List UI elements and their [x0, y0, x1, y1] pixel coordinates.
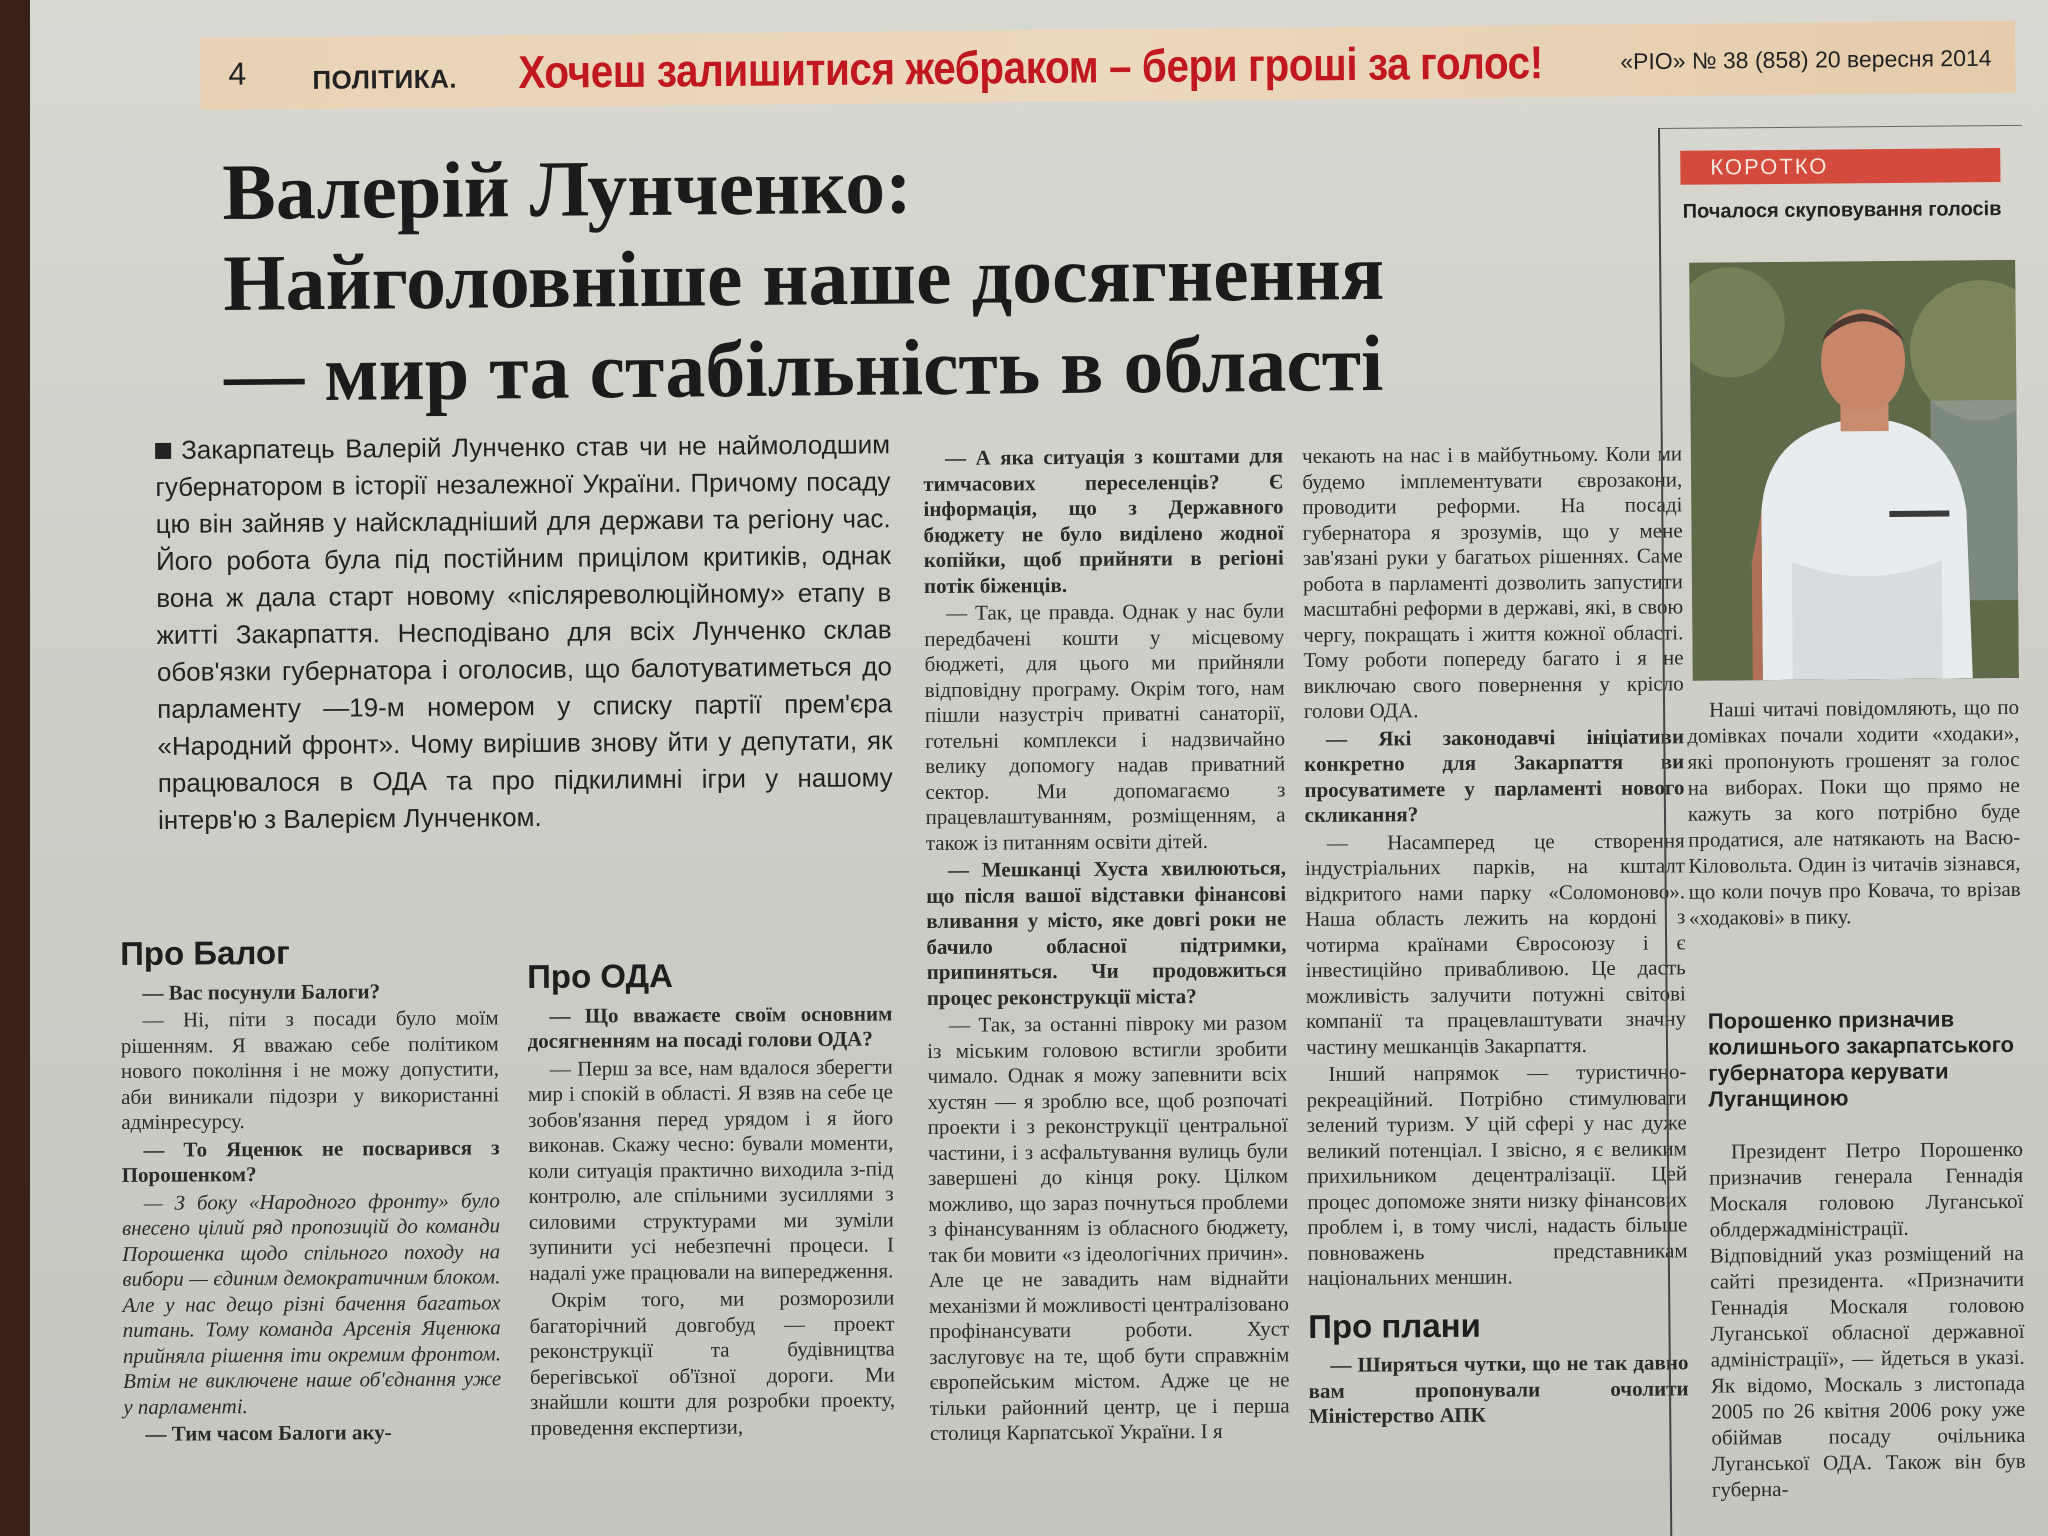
answer: Окрім того, ми розморозили багаторічний довгобуд — проект реконструкції та будівництва берегівської об'їзної дороги. Ми знайшли кошти для розробки проекту, проведення експертизи,	[529, 1285, 896, 1440]
question: — Ширяться чутки, що не так давно вам пропонували очолити Міністерство АПК	[1308, 1350, 1689, 1428]
answer: Інший напрямок — туристично-рекреаційний. Потрібно стимулювати зелений туризм. У цій сфері у нас дуже великий потенціал. І звісно, я є великим прихильником децентралізації. Цей процес допоможе зняти низку фінансових проблем і, в тому числі, надасть більше повноважень представникам національних меншин.	[1306, 1059, 1688, 1290]
headline-line-1: Валерій Лунченко:	[222, 142, 913, 237]
answer: — Перш за все, нам вдалося зберегти мир і спокій в області. Я взяв на себе це зобов'язання перед урядом і я його виконав. Скажу чесно: бували моменти, коли ситуація практично виходила з-під контролю, але спільними зусиллями з силовими структурами ми зуміли зупинити усі небезпечні процеси. І надалі уже працювали на випередження.	[527, 1053, 895, 1285]
question: — А яка ситуація з коштами для тимчасових переселенців? Є інформація, що з Державного бюджету не було виділено жодної копійки, щоб прийняти в регіоні потік біженців.	[923, 443, 1284, 598]
section-label: ПОЛІТИКА.	[312, 63, 458, 95]
answer: — Насамперед це створення індустріальних парків, на кшталт відкритого нами парку «Соломоново». Наша область лежить на кордоні з чотирма країнами Євросоюзу і є інвестиційно привабливою. Це дасть можливість залучити потужні світові компанії та працевлаштувати значну частину мешканців Закарпаття.	[1304, 827, 1687, 1059]
answer: — Так, це правда. Однак у нас були передбачені кошти у місцевому бюджеті, для цього ми прийняли відповідну програму. Окрім того, нам пішли назустріч приватні санаторії, готельні комплекси і надзвичайно велику допомогу надав приватний сектор. Ми допомагаємо з працевлаштуванням, розміщенням, а також із питанням освіти дітей.	[924, 598, 1286, 855]
column-4	[1302, 441, 1689, 1431]
question: — Які законодавчі ініціативи конкретно для Закарпаття ви просуватимете у парламенті нового скликання?	[1304, 723, 1685, 827]
sidebar-label: КОРОТКО	[1680, 148, 2000, 185]
page-header	[200, 21, 2016, 110]
column-3	[923, 443, 1290, 1448]
page-number: 4	[228, 55, 247, 92]
answer: — З боку «Народного фронту» було внесено цілий ряд пропозицій до команди Порошенка щодо спільного походу на вибори — єдиним демократичним блоком. Але у нас дещо різні бачення багатьох питань. Тому команда Арсенія Яценюка прийняла рішення іти окремим фронтом. Втім не виключене наше об'єднання уже у парламенті.	[121, 1187, 502, 1419]
lead-text: Закарпатець Валерій Лунченко став чи не наймолодшим губернатором в історії незалежної України. Причому посаду цю він зайняв у найскладніший для держави та регіону час. Його робота була під постійним прицілом критиків, однак вона ж дала старт новому «післяреволюційному» етапу в житті Закарпаття. Несподівано для всіх Лунченко склав обов'язки губернатора і оголосив, що балотуватиметься до парламенту —19-м номером у списку партії прем'єра «Народний фронт». Чому вирішив знову йти у депутати, як працювалося в ОДА та про підкилимні ігри у нашому інтерв'ю з Валерієм Лунченком.	[155, 429, 893, 835]
photo-illustration	[1689, 260, 2019, 681]
bullet-square-icon	[155, 443, 171, 459]
issue-info: «РІО» № 38 (858) 20 вересня 2014	[1620, 44, 1992, 75]
subhead-plans: Про плани	[1308, 1306, 1481, 1345]
sidebar-text-2	[1709, 1136, 2026, 1503]
headline-line-2: Найголовніше наше досягнення	[222, 228, 1385, 328]
article-headline	[222, 134, 1645, 421]
sidebar-briefly	[1658, 125, 2034, 1536]
sidebar-paragraph: Наші читачі повідомляють, що по домівках почали ходити «ходаки», які пропонують грошенят за голос на виборах. Поки що прямо не кажуть за кого потрібно буде продатися, але натякають на Васю-Кіловольта. Один із читачів зізнався, що коли почув про Ковача, то врізав «ходакові» в пику.	[1687, 694, 2021, 930]
question: — Мешканці Хуста хвилюються, що після вашої відставки фінансові вливання у місто, яке довгі роки не бачило обласної підтримки, припиняться. Чи продовжиться процес реконструкції міста?	[926, 855, 1287, 1010]
subhead-oda: Про ОДА	[527, 956, 674, 995]
column-2	[527, 955, 895, 1443]
headline-line-3: — мир та стабільність в області	[223, 319, 1384, 419]
newspaper-page	[30, 0, 2048, 1536]
subhead-balog: Про Балог	[120, 933, 290, 972]
article-lead	[155, 426, 893, 839]
question: — Тим часом Балоги аку-	[145, 1420, 392, 1446]
answer: — Ні, піти з посади було моїм рішенням. Я вважаю себе політиком нового покоління і не можу допустити, аби виникали підозри у використанні адмінресурсу.	[120, 1005, 500, 1134]
header-slogan: Хочеш залишитися жебраком – бери гроші за голос!	[518, 36, 1543, 98]
sidebar-paragraph: Президент Петро Порошенко призначив генерала Геннадія Москаля головою Луганської облдержадміністрації. Відповідний указ розміщений на сайті президента. «Призначити Геннадія Москаля головою Луганської обласної державної адміністрації», — йдеться в указі. Як відомо, Москаль з листопада 2005 по 26 квітня 2006 року уже обіймав посаду очільника Луганської ОДА. Також він був губерна-	[1709, 1136, 2026, 1502]
answer: чекають на нас і в майбутньому. Коли ми будемо імплементувати єврозакони, проводити реформи. На посаді губернатора я зрозумів, що у мене зав'язані руки у багатьох рішеннях. Саме робота в парламенті дозволить запустити масштабні реформи в державі, які, в свою чергу, покращать і життя кожної області. Тому роботи попереду багато і я не виключаю свого повернення у крісло голови ОДА.	[1302, 441, 1684, 723]
sidebar-text-1	[1687, 694, 2021, 931]
question: — Що вважаєте своїм основним досягненням на посаді голови ОДА?	[527, 1000, 893, 1053]
question: — То Яценюк не посварився з Порошенком?	[121, 1134, 500, 1187]
sidebar-title: Почалося скуповування голосів	[1682, 198, 2002, 223]
column-1	[120, 932, 502, 1449]
sidebar-headline-2: Порошенко призначив колишнього закарпатського губернатора керувати Луганщиною	[1707, 1006, 2015, 1112]
answer: — Так, за останні півроку ми разом із міським головою встигли зробити чимало. Однак я можу запевнити всіх хустян — я зроблю все, щоб розпочаті проекти і з реконструкції центральної частини, і з асфальтування вулиць були завершені до кінця року. Цілком можливо, що зараз почнуться проблеми з фінансуванням із обласного бюджету, так би мовити «з ідеологічних причин». Але це не завадить нам віднайти механізми й можливості централізовано профінансувати роботи. Хуст заслуговує на те, щоб бути справжнім європейським містом. Адже це не тільки районний центр, це і перша столиця Карпатської України. І я	[927, 1010, 1290, 1445]
politician-photo	[1689, 260, 2019, 681]
question: — Вас посунули Балоги?	[142, 978, 381, 1005]
